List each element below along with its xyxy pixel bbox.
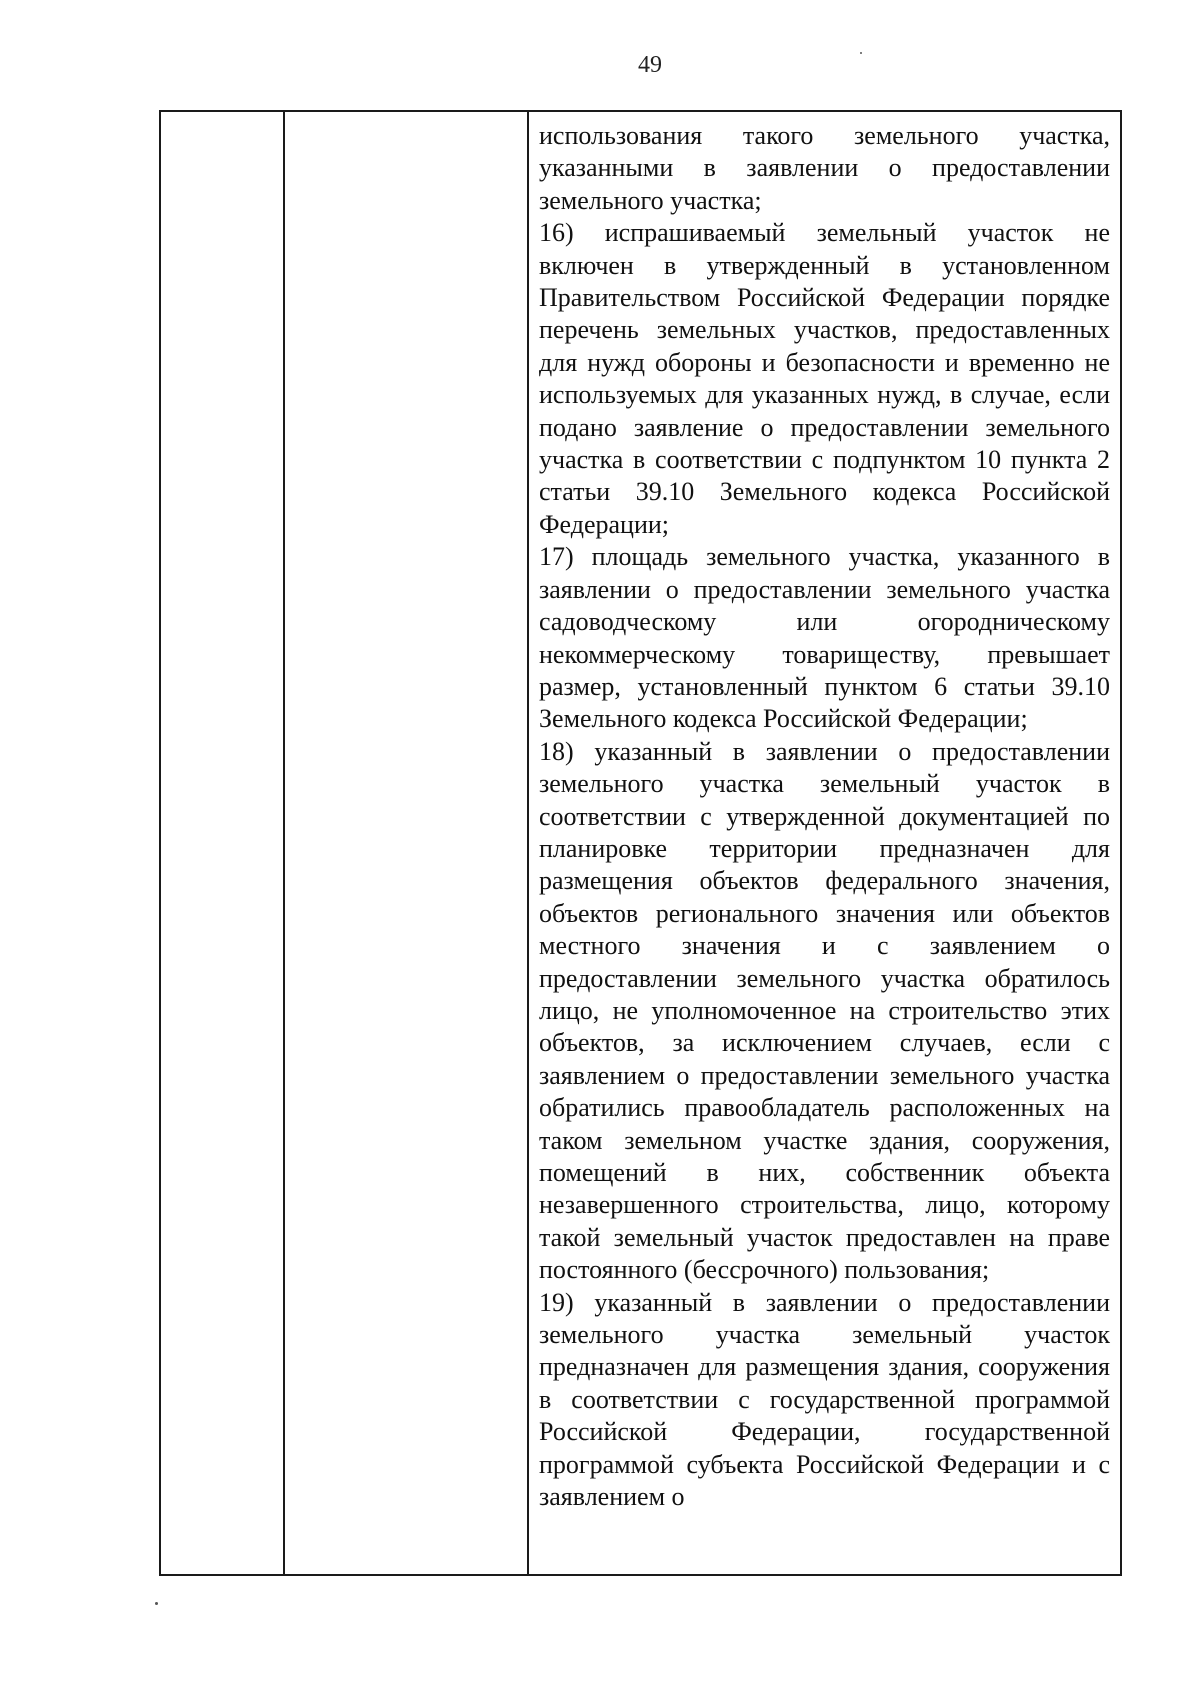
paragraph-item-18: 18) указанный в заявлении о предоставлении земельного участка земельный участок в соответствии с утвержденной документацией по планировке территории предназначен для размещения объектов федерального значения, объектов регионального значения или объектов местного значения и с заявлением о предоставлении земельного участка обратилось лицо, не уполномоченное на строительство этих объектов, за исключением случаев, если с заявлением о предоставлении земельного участка обратились правообладатель расположенных на таком земельном участке здания, сооружения, помещений в них, собственник объекта незавершенного строительства, лицо, которому такой земельный участок предоставлен на праве постоянного (бессрочного) пользования; — [539, 736, 1110, 1285]
scan-speck — [155, 1602, 158, 1605]
table-column-1 — [161, 112, 285, 1574]
paragraph-item-19: 19) указанный в заявлении о предоставлении земельного участка земельный участок предназначен для размещения здания, сооружения в соответствии с государственной программой Российской Федерации, государственной программой субъекта Российской Федерации и с заявлением о — [539, 1287, 1110, 1512]
paragraph-item-17: 17) площадь земельного участка, указанного в заявлении о предоставлении земельного участка садоводческому или огородническому некоммерческому товариществу, превышает размер, установленный пунктом 6 статьи 39.10 Земельного кодекса Российской Федерации; — [539, 542, 1110, 734]
table-column-3 — [529, 112, 1120, 1574]
scan-speck — [860, 52, 862, 54]
table-column-2 — [285, 112, 529, 1574]
paragraph-item-16: 16) испрашиваемый земельный участок не включен в утвержденный в установленном Правительством Российской Федерации порядке перечень земельных участков, предоставленных для нужд обороны и безопасности и временно не используемых для указанных нужд, в случае, если подано заявление о предоставлении земельного участка в соответствии с подпунктом 10 пункта 2 статьи 39.10 Земельного кодекса Российской Федерации; — [539, 218, 1110, 539]
paragraph-continuation: использования такого земельного участка, указанными в заявлении о предоставлении земельного участка; — [539, 121, 1110, 215]
page-number: 49 — [638, 52, 662, 78]
document-table — [159, 110, 1122, 1576]
